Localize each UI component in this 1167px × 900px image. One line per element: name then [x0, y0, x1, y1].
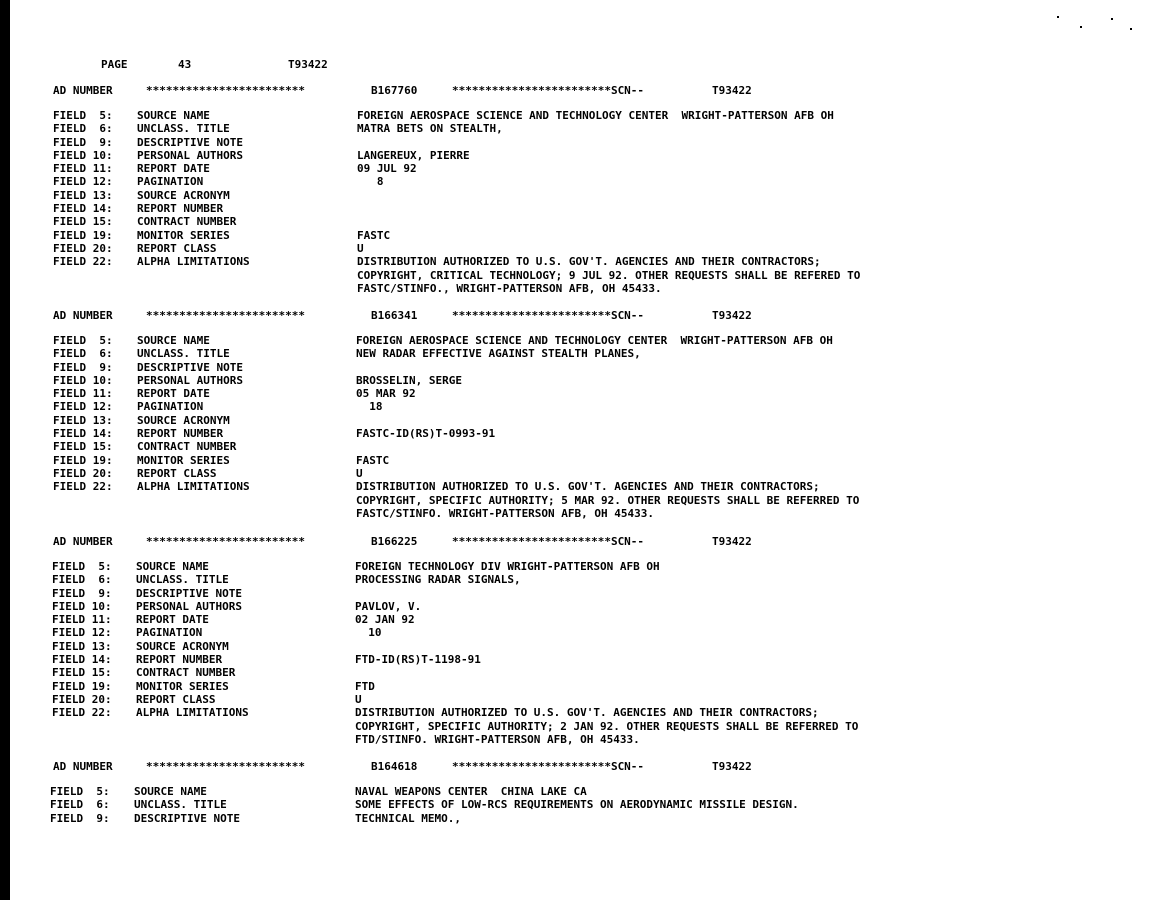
ad-number-value: B166341 [371, 309, 418, 322]
field-row [53, 136, 1167, 149]
field-value: NEW RADAR EFFECTIVE AGAINST STEALTH PLANES, [356, 347, 641, 361]
field-number: FIELD 19: [53, 453, 113, 467]
field-row [53, 189, 1167, 202]
separator-stars: ************************ [146, 760, 305, 773]
field-value: PROCESSING RADAR SIGNALS, [355, 573, 521, 587]
field-value: COPYRIGHT, SPECIFIC AUTHORITY; 5 MAR 92. OTHER REQUESTS SHALL BE REFERRED TO [356, 493, 860, 507]
field-row [53, 361, 1167, 374]
field-row [53, 507, 1167, 520]
field-name: REPORT CLASS [137, 241, 217, 255]
field-row [52, 706, 1167, 719]
field-row [53, 269, 1167, 282]
ad-number-value: B167760 [371, 84, 418, 97]
field-name: MONITOR SERIES [136, 679, 229, 693]
field-name: ALPHA LIMITATIONS [136, 706, 249, 720]
field-value: BROSSELIN, SERGE [356, 373, 462, 387]
field-number: FIELD 13: [52, 639, 112, 653]
field-list [50, 785, 1167, 825]
field-number: FIELD 13: [53, 188, 113, 202]
field-number: FIELD 10: [53, 373, 113, 387]
field-name: SOURCE NAME [137, 109, 210, 122]
field-row [53, 440, 1167, 453]
field-row [52, 613, 1167, 626]
field-row [53, 202, 1167, 215]
field-number: FIELD 9: [53, 360, 113, 374]
ad-number-label: AD NUMBER [53, 84, 113, 97]
field-number: FIELD 9: [53, 135, 113, 149]
field-value: FTD [355, 679, 375, 693]
field-row [53, 109, 1167, 122]
separator-stars: ************************ [146, 309, 305, 322]
field-number: FIELD 19: [52, 679, 112, 693]
scn-value: T93422 [712, 84, 752, 97]
field-name: MONITOR SERIES [137, 453, 230, 467]
field-number: FIELD 12: [52, 626, 112, 640]
field-number: FIELD 11: [53, 162, 113, 176]
field-name: SOURCE NAME [136, 560, 209, 573]
separator-stars-scn: ************************SCN-- [452, 84, 645, 97]
field-row [53, 255, 1167, 268]
field-name: PERSONAL AUTHORS [137, 148, 243, 162]
field-name: MONITOR SERIES [137, 228, 230, 242]
ad-number-value: B166225 [371, 535, 418, 548]
field-value: DISTRIBUTION AUTHORIZED TO U.S. GOV'T. AGENCIES AND THEIR CONTRACTORS; [356, 480, 820, 494]
field-number: FIELD 9: [50, 811, 110, 825]
field-value: PAVLOV, V. [355, 599, 422, 613]
field-row [52, 626, 1167, 639]
field-row [50, 785, 1167, 798]
field-name: CONTRACT NUMBER [137, 440, 237, 454]
field-number: FIELD 14: [52, 653, 112, 667]
field-number: FIELD 5: [53, 334, 113, 347]
ad-number-header [0, 535, 1167, 549]
field-value: 09 JUL 92 [357, 162, 417, 176]
field-row [53, 480, 1167, 493]
field-number: FIELD 5: [53, 109, 113, 122]
field-number: FIELD 12: [53, 400, 113, 414]
field-value: FASTC/STINFO., WRIGHT-PATTERSON AFB, OH 45433. [357, 281, 662, 295]
field-row [50, 798, 1167, 811]
field-number: FIELD 9: [52, 586, 112, 600]
field-number: FIELD 20: [53, 466, 113, 480]
field-row [53, 374, 1167, 387]
field-number: FIELD 6: [50, 798, 110, 812]
field-row [53, 427, 1167, 440]
field-row [53, 387, 1167, 400]
scn-value: T93422 [712, 760, 752, 773]
field-value: FASTC [356, 453, 390, 467]
field-name: PERSONAL AUTHORS [136, 599, 242, 613]
ad-number-label: AD NUMBER [53, 309, 113, 322]
field-number: FIELD 6: [52, 573, 112, 587]
field-name: DESCRIPTIVE NOTE [136, 586, 242, 600]
field-name: REPORT CLASS [137, 466, 217, 480]
field-value: 02 JAN 92 [355, 613, 415, 627]
field-value: U [355, 692, 362, 706]
field-name: CONTRACT NUMBER [137, 215, 237, 229]
field-value: FTD/STINFO. WRIGHT-PATTERSON AFB, OH 45433. [355, 732, 640, 746]
scan-specks [1055, 14, 1145, 36]
field-name: UNCLASS. TITLE [137, 122, 230, 136]
field-row [52, 640, 1167, 653]
field-value: FOREIGN TECHNOLOGY DIV WRIGHT-PATTERSON AFB OH [355, 560, 660, 573]
ad-number-header [0, 309, 1167, 323]
field-number: FIELD 22: [52, 706, 112, 720]
field-row [52, 587, 1167, 600]
field-value: FOREIGN AEROSPACE SCIENCE AND TECHNOLOGY CENTER WRIGHT-PATTERSON AFB OH [356, 334, 833, 347]
field-name: SOURCE NAME [134, 785, 207, 798]
field-value: MATRA BETS ON STEALTH, [357, 122, 503, 136]
field-name: REPORT DATE [137, 162, 210, 176]
field-number: FIELD 10: [52, 599, 112, 613]
field-value: 05 MAR 92 [356, 387, 416, 401]
field-value: SOME EFFECTS OF LOW-RCS REQUIREMENTS ON AERODYNAMIC MISSILE DESIGN. [355, 798, 799, 812]
field-name: CONTRACT NUMBER [136, 666, 236, 680]
separator-stars: ************************ [146, 535, 305, 548]
field-row [53, 494, 1167, 507]
field-number: FIELD 15: [53, 440, 113, 454]
field-row [53, 149, 1167, 162]
scn-value: T93422 [712, 535, 752, 548]
ad-number-header [0, 760, 1167, 774]
separator-stars-scn: ************************SCN-- [452, 309, 645, 322]
field-row [52, 600, 1167, 613]
field-row [52, 653, 1167, 666]
field-row [53, 215, 1167, 228]
field-name: UNCLASS. TITLE [137, 347, 230, 361]
field-row [50, 812, 1167, 825]
field-number: FIELD 15: [52, 666, 112, 680]
field-row [53, 122, 1167, 135]
field-name: ALPHA LIMITATIONS [137, 255, 250, 269]
field-value: U [357, 241, 364, 255]
field-list [53, 334, 1167, 520]
page-label: PAGE [101, 58, 128, 71]
field-row [53, 242, 1167, 255]
ad-number-value: B164618 [371, 760, 418, 773]
field-number: FIELD 20: [53, 241, 113, 255]
field-value: DISTRIBUTION AUTHORIZED TO U.S. GOV'T. AGENCIES AND THEIR CONTRACTORS; [357, 255, 821, 269]
field-value: FOREIGN AEROSPACE SCIENCE AND TECHNOLOGY CENTER WRIGHT-PATTERSON AFB OH [357, 109, 834, 122]
field-name: PAGINATION [136, 626, 203, 640]
field-list [52, 560, 1167, 746]
field-number: FIELD 5: [52, 560, 112, 573]
field-row [53, 347, 1167, 360]
ad-number-label: AD NUMBER [53, 535, 113, 548]
field-value: 18 [356, 400, 383, 414]
field-value: COPYRIGHT, CRITICAL TECHNOLOGY; 9 JUL 92. OTHER REQUESTS SHALL BE REFERED TO [357, 268, 861, 282]
field-number: FIELD 14: [53, 202, 113, 216]
field-number: FIELD 22: [53, 255, 113, 269]
field-list [53, 109, 1167, 295]
field-name: REPORT DATE [137, 387, 210, 401]
field-value: FASTC-ID(RS)T-0993-91 [356, 427, 496, 441]
field-value: DISTRIBUTION AUTHORIZED TO U.S. GOV'T. AGENCIES AND THEIR CONTRACTORS; [355, 706, 819, 720]
field-row [53, 334, 1167, 347]
field-name: PAGINATION [137, 400, 204, 414]
field-row [52, 680, 1167, 693]
field-row [52, 693, 1167, 706]
field-number: FIELD 6: [53, 347, 113, 361]
field-number: FIELD 6: [53, 122, 113, 136]
field-name: REPORT NUMBER [137, 202, 224, 216]
field-value: COPYRIGHT, SPECIFIC AUTHORITY; 2 JAN 92. OTHER REQUESTS SHALL BE REFERRED TO [355, 719, 859, 733]
field-row [52, 560, 1167, 573]
field-number: FIELD 22: [53, 480, 113, 494]
field-row [52, 666, 1167, 679]
field-name: SOURCE ACRONYM [137, 188, 230, 202]
field-row [53, 400, 1167, 413]
field-name: UNCLASS. TITLE [134, 798, 227, 812]
ad-number-label: AD NUMBER [53, 760, 113, 773]
separator-stars-scn: ************************SCN-- [452, 760, 645, 773]
field-name: REPORT NUMBER [136, 653, 223, 667]
field-value: 8 [357, 175, 384, 189]
field-number: FIELD 5: [50, 785, 110, 798]
field-number: FIELD 20: [52, 692, 112, 706]
field-number: FIELD 19: [53, 228, 113, 242]
field-name: PAGINATION [137, 175, 204, 189]
field-value: TECHNICAL MEMO., [355, 811, 461, 825]
field-name: SOURCE ACRONYM [137, 413, 230, 427]
field-value: 10 [355, 626, 382, 640]
field-name: REPORT CLASS [136, 692, 216, 706]
field-row [52, 720, 1167, 733]
field-row [52, 573, 1167, 586]
field-row [53, 162, 1167, 175]
field-name: REPORT DATE [136, 613, 209, 627]
field-number: FIELD 11: [53, 387, 113, 401]
field-number: FIELD 13: [53, 413, 113, 427]
field-number: FIELD 12: [53, 175, 113, 189]
field-name: SOURCE ACRONYM [136, 639, 229, 653]
field-name: SOURCE NAME [137, 334, 210, 347]
field-name: DESCRIPTIVE NOTE [137, 135, 243, 149]
field-name: PERSONAL AUTHORS [137, 373, 243, 387]
separator-stars-scn: ************************SCN-- [452, 535, 645, 548]
field-name: DESCRIPTIVE NOTE [134, 811, 240, 825]
field-name: ALPHA LIMITATIONS [137, 480, 250, 494]
field-value: FASTC [357, 228, 391, 242]
field-name: REPORT NUMBER [137, 427, 224, 441]
field-value: LANGEREUX, PIERRE [357, 148, 470, 162]
separator-stars: ************************ [146, 84, 305, 97]
field-number: FIELD 15: [53, 215, 113, 229]
field-value: U [356, 466, 363, 480]
field-row [53, 175, 1167, 188]
field-number: FIELD 10: [53, 148, 113, 162]
field-value: FTD-ID(RS)T-1198-91 [355, 653, 481, 667]
field-row [52, 733, 1167, 746]
ad-number-header [0, 84, 1167, 98]
page-doc-id: T93422 [288, 58, 328, 71]
field-row [53, 454, 1167, 467]
field-row [53, 414, 1167, 427]
field-row [53, 467, 1167, 480]
page-number: 43 [178, 58, 192, 71]
field-value: FASTC/STINFO. WRIGHT-PATTERSON AFB, OH 45433. [356, 506, 655, 520]
field-name: UNCLASS. TITLE [136, 573, 229, 587]
field-row [53, 229, 1167, 242]
scn-value: T93422 [712, 309, 752, 322]
field-name: DESCRIPTIVE NOTE [137, 360, 243, 374]
field-number: FIELD 11: [52, 613, 112, 627]
field-value: NAVAL WEAPONS CENTER CHINA LAKE CA [355, 785, 587, 798]
field-row [53, 282, 1167, 295]
field-number: FIELD 14: [53, 427, 113, 441]
